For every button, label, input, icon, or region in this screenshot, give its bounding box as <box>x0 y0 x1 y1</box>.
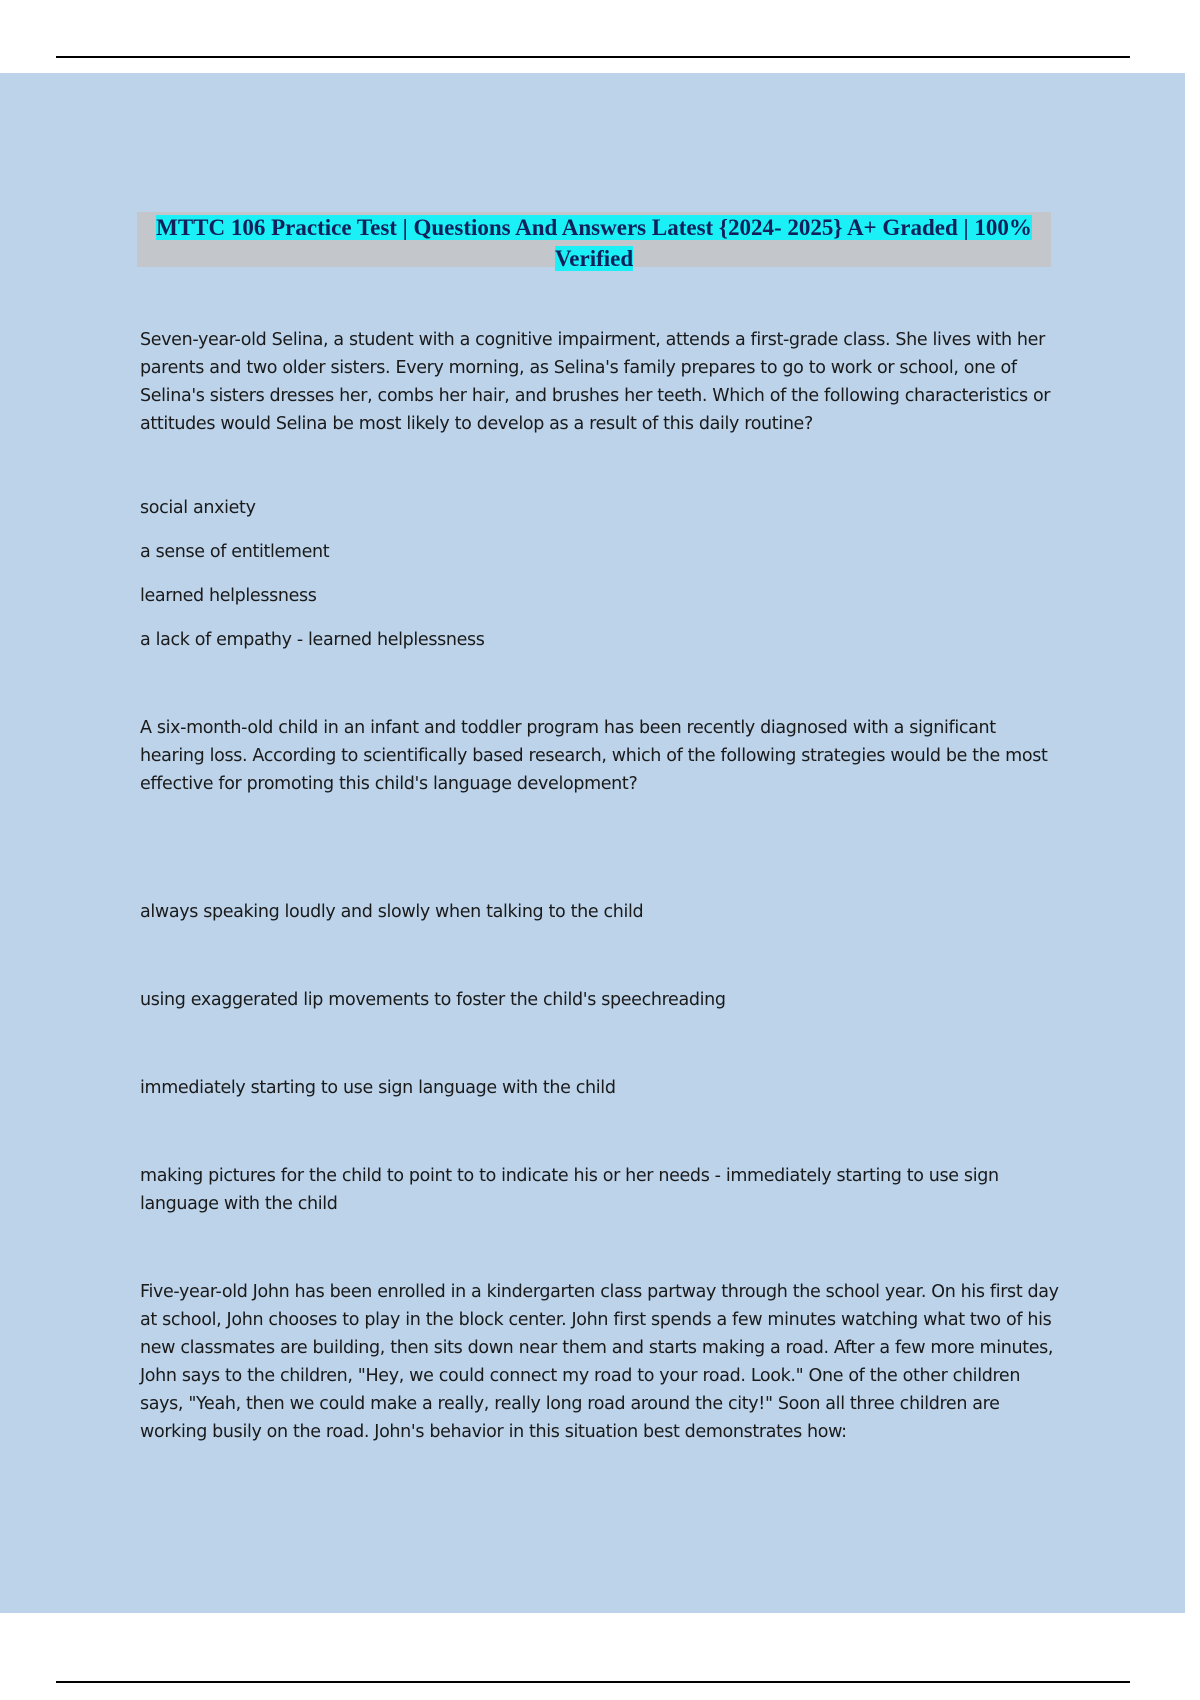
question-2-option-2: using exaggerated lip movements to foster the child's speechreading <box>140 990 726 1010</box>
question-3-text: Five-year-old John has been enrolled in a kindergarten class partway through the school year. On his first day at school, John chooses to play in the block center. John first spends a few minutes watching what two of his new classmates are building, then sits down near them and starts making a road. After a few more minutes, John says to the children, "Hey, we could connect my road to your road. Look." One of the other children says, "Yeah, then we could make a really, really long road around the city!" Soon all three children are working busily on the road. John's behavior in this situation best demonstrates how: <box>140 1282 1059 1442</box>
footer-rule <box>56 1681 1130 1683</box>
question-2-text: A six-month-old child in an infant and toddler program has been recently diagnosed with a significant hearing loss. According to scientifically based research, which of the following strategies would be the most effective for promoting this child's language development? <box>140 718 1048 794</box>
question-2-option-3: immediately starting to use sign language with the child <box>140 1078 616 1098</box>
question-1-option-3: learned helplessness <box>140 586 317 606</box>
question-2-option-4: making pictures for the child to point to to indicate his or her needs - immediately starting to use sign language with the child <box>140 1166 999 1214</box>
header-rule <box>56 56 1130 58</box>
title-box <box>137 212 1051 271</box>
question-1-option-4: a lack of empathy - learned helplessness <box>140 630 485 650</box>
question-content <box>140 326 1060 1446</box>
question-1-option-2: a sense of entitlement <box>140 542 330 562</box>
document-title: MTTC 106 Practice Test | Questions And Answers Latest {2024- 2025} A+ Graded | 100% Verified <box>156 215 1032 271</box>
question-1-option-1: social anxiety <box>140 498 256 518</box>
question-1-text: Seven-year-old Selina, a student with a cognitive impairment, attends a first-grade class. She lives with her parents and two older sisters. Every morning, as Selina's family prepares to go to work or school, one of Selina's sisters dresses her, combs her hair, and brushes her teeth. Which of the following characteristics or attitudes would Selina be most likely to develop as a result of this daily routine? <box>140 330 1051 434</box>
question-2-option-1: always speaking loudly and slowly when talking to the child <box>140 902 644 922</box>
